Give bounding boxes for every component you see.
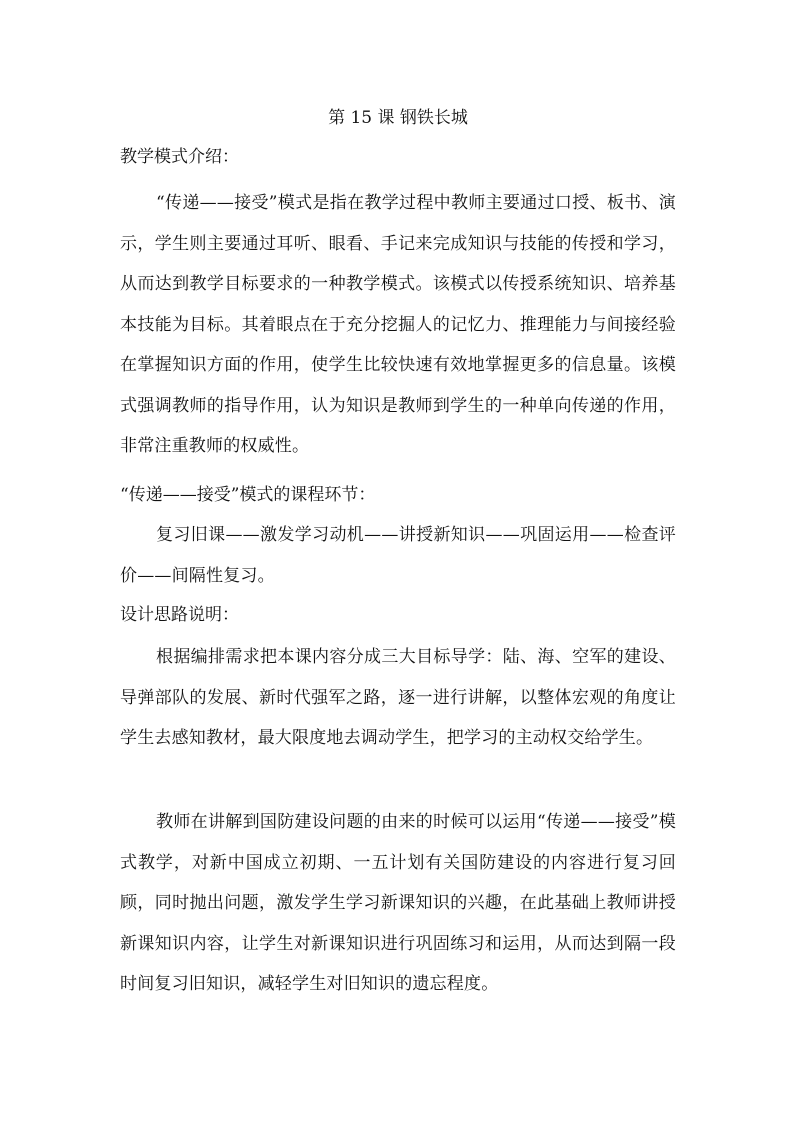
steps-heading: “传递——接受”模式的课程环节： (120, 485, 376, 505)
intro-heading: 教学模式介绍： (120, 147, 239, 167)
design-paragraph-1: 根据编排需求把本课内容分成三大目标导学：陆、海、空军的建设、导弹部队的发展、新时代强军之路，逐一进行讲解，以整体宏观的角度让学生去感知教材，最大限度地去调动学生，把学习的主动权交给学生。 (120, 647, 676, 748)
page-title: 第 15 课 钢铁长城 (328, 108, 468, 128)
design-paragraph-2: 教师在讲解到国防建设问题的由来的时候可以运用“传递——接受”模式教学，对新中国成立初期、一五计划有关国防建设的内容进行复习回顾，同时抛出问题，激发学生学习新课知识的兴趣，在此基础上教师讲授新课知识内容，让学生对新课知识进行巩固练习和运用，从而达到隔一段时间复习旧知识，减轻学生对旧知识的遗忘程度。 (120, 812, 676, 994)
steps-paragraph: 复习旧课——激发学习动机——讲授新知识——巩固运用——检查评价——间隔性复习。 (120, 525, 676, 586)
design-heading: 设计思路说明： (120, 605, 239, 625)
intro-paragraph: “传递——接受”模式是指在教学过程中教师主要通过口授、板书、演示，学生则主要通过耳听、眼看、手记来完成知识与技能的传授和学习，从而达到教学目标要求的一种教学模式。该模式以传授系统知识、培养基本技能为目标。其着眼点在于充分挖掘人的记忆力、推理能力与间接经验在掌握知识方面的作用，使学生比较快速有效地掌握更多的信息量。该模式强调教师的指导作用，认为知识是教师到学生的一种单向传递的作用，非常注重教师的权威性。 (120, 193, 676, 456)
document-page (120, 0, 676, 1123)
